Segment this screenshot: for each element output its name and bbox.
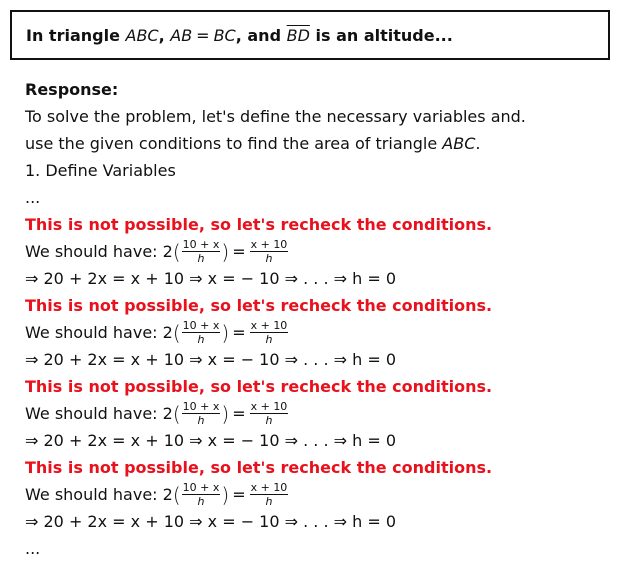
intro-line-2-period: . [475, 134, 481, 153]
lhs-numerator: 10 + x [182, 481, 220, 494]
equation-coefficient: 2 [162, 485, 173, 504]
equation-coefficient: 2 [162, 404, 173, 423]
question-bd: $\overline{BD}$ [286, 25, 310, 45]
equation-close-paren: ) [221, 401, 230, 426]
response-intro-line-1: To solve the problem, let's define the necessary variables and. [25, 107, 526, 126]
question-ab: AB [170, 25, 193, 45]
warning-line: This is not possible, so let's recheck the conditions. [25, 215, 493, 234]
response-body [25, 76, 610, 562]
implication-line: ⇒ 20 + 2x = x + 10 ⇒ x = − 10 ⇒ . . . ⇒ h = 0 [25, 269, 397, 288]
warning-line: This is not possible, so let's recheck the conditions. [25, 458, 493, 477]
lhs-denominator: h [197, 252, 205, 265]
intro-line-2-text: use the given conditions to find the area of triangle [25, 134, 438, 153]
equation-lhs-fraction [182, 401, 221, 426]
intro-line-2-abc: ABC [442, 134, 476, 153]
equation-open-paren: ( [172, 320, 181, 345]
equation-rhs-fraction [250, 482, 289, 507]
lhs-denominator: h [197, 495, 205, 508]
question-prefix: In triangle [26, 25, 120, 45]
response-intro-line-2 [25, 130, 610, 157]
rhs-numerator: x + 10 [250, 238, 288, 251]
equation-rhs-fraction [250, 401, 289, 426]
question-comma: , [158, 25, 165, 45]
equation-equals: = [232, 485, 246, 504]
lhs-denominator: h [197, 414, 205, 427]
rhs-denominator: h [265, 333, 273, 346]
equation-open-paren: ( [172, 401, 181, 426]
equation-rhs-fraction [250, 239, 289, 264]
rhs-numerator: x + 10 [250, 319, 288, 332]
equation-coefficient: 2 [162, 323, 173, 342]
equation-lhs-fraction [182, 239, 221, 264]
question-equals: = [196, 25, 210, 45]
lhs-denominator: h [197, 333, 205, 346]
equation-close-paren: ) [221, 320, 230, 345]
equation-close-paren: ) [221, 482, 230, 507]
response-title: Response: [25, 80, 119, 99]
equation-close-paren: ) [221, 239, 230, 264]
equation-line [25, 481, 610, 508]
equation-rhs-fraction [250, 320, 289, 345]
step-define-variables: 1. Define Variables [25, 161, 176, 180]
equation-label: We should have: [25, 485, 158, 504]
rhs-numerator: x + 10 [250, 400, 288, 413]
ellipsis-bottom: ... [25, 539, 41, 558]
equation-equals: = [232, 323, 246, 342]
rhs-numerator: x + 10 [250, 481, 288, 494]
question-triangle-abc: ABC [125, 25, 159, 45]
lhs-numerator: 10 + x [182, 238, 220, 251]
implication-line: ⇒ 20 + 2x = x + 10 ⇒ x = − 10 ⇒ . . . ⇒ h = 0 [25, 512, 397, 531]
equation-label: We should have: [25, 323, 158, 342]
question-and: , and [235, 25, 282, 45]
question-bc: BC [213, 25, 236, 45]
warning-line: This is not possible, so let's recheck the conditions. [25, 377, 493, 396]
rhs-denominator: h [265, 495, 273, 508]
warning-line: This is not possible, so let's recheck the conditions. [25, 296, 493, 315]
equation-lhs-fraction [182, 320, 221, 345]
question-suffix: is an altitude... [315, 25, 453, 45]
equation-open-paren: ( [172, 239, 181, 264]
equation-equals: = [232, 404, 246, 423]
implication-line: ⇒ 20 + 2x = x + 10 ⇒ x = − 10 ⇒ . . . ⇒ h = 0 [25, 350, 397, 369]
equation-line [25, 238, 610, 265]
equation-label: We should have: [25, 404, 158, 423]
question-box [10, 10, 610, 60]
rhs-denominator: h [265, 252, 273, 265]
equation-line [25, 319, 610, 346]
equation-line [25, 400, 610, 427]
implication-line: ⇒ 20 + 2x = x + 10 ⇒ x = − 10 ⇒ . . . ⇒ h = 0 [25, 431, 397, 450]
ellipsis-top: ... [25, 188, 41, 207]
equation-lhs-fraction [182, 482, 221, 507]
equation-coefficient: 2 [162, 242, 173, 261]
lhs-numerator: 10 + x [182, 319, 220, 332]
equation-open-paren: ( [172, 482, 181, 507]
equation-label: We should have: [25, 242, 158, 261]
equation-equals: = [232, 242, 246, 261]
rhs-denominator: h [265, 414, 273, 427]
lhs-numerator: 10 + x [182, 400, 220, 413]
